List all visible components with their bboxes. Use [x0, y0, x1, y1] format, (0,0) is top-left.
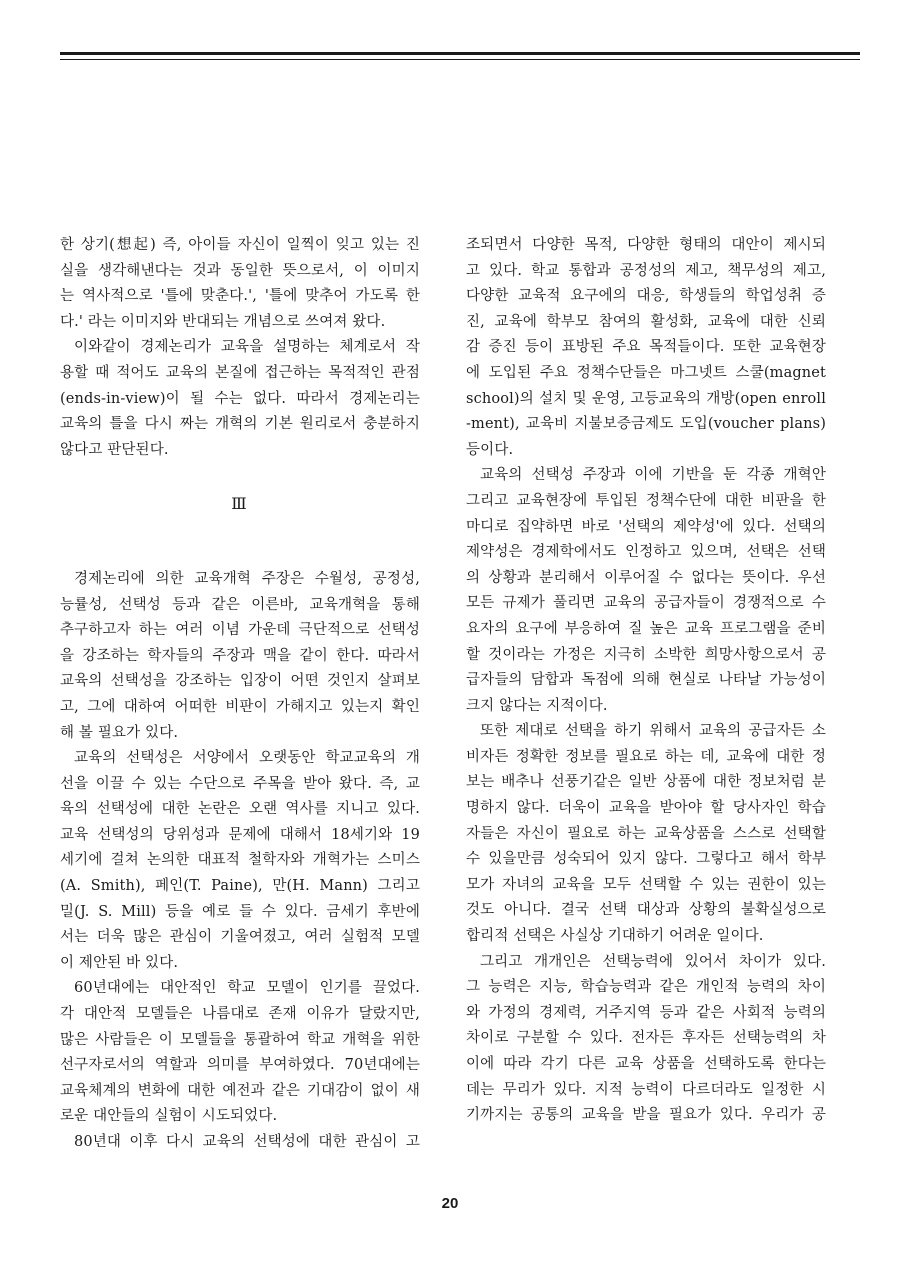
text-line: 경제논리에 의한 교육개혁 주장은 수월성, 공정성, — [74, 570, 420, 587]
text-line: 선을 이끌 수 있는 수단으로 주목을 받아 왔다. 즉, 교 — [60, 775, 420, 792]
text-line: 의 상황과 분리해서 이루어질 수 없다는 뜻이다. 우선 — [466, 569, 826, 586]
text-line: 다.' 라는 이미지와 반대되는 개념으로 쓰여져 왔다. — [60, 313, 386, 330]
text-line: 이와같이 경제논리가 교육을 설명하는 체계로서 작 — [74, 339, 420, 356]
text-line: 에 도입된 주요 정책수단들은 마그넷트 스쿨(magnet — [466, 364, 826, 381]
text-line: 육의 선택성에 대한 논란은 오랜 역사를 지니고 있다. — [60, 801, 420, 818]
text-line: 크지 않다는 지적이다. — [466, 697, 608, 714]
right-paragraph-4 — [466, 950, 826, 1129]
right-paragraph-3 — [466, 719, 826, 949]
right-paragraph-1 — [466, 233, 826, 463]
text-line: 세기에 걸쳐 논의한 대표적 철학자와 개혁가는 스미스 — [60, 852, 420, 869]
left-paragraph-6 — [60, 1130, 420, 1156]
text-line: 급자들의 담합과 독점에 의해 현실로 나타날 가능성이 — [466, 672, 826, 689]
left-paragraph-1 — [60, 233, 420, 335]
left-paragraph-4 — [60, 746, 420, 976]
text-line: 그 능력은 지능, 학습능력과 같은 개인적 능력의 차이 — [466, 979, 826, 996]
text-line: 할 것이라는 가정은 지극히 소박한 희망사항으로서 공 — [466, 646, 826, 663]
header-rule-thin — [60, 59, 860, 60]
text-line: 로운 대안들의 실험이 시도되었다. — [60, 1108, 278, 1125]
text-line: 또한 제대로 선택을 하기 위해서 교육의 공급자든 소 — [480, 723, 826, 740]
text-line: 을 강조하는 학자들의 주장과 맥을 같이 한다. 따라서 — [60, 647, 420, 664]
text-line: 교육의 선택성 주장과 이에 기반을 둔 각종 개혁안 — [480, 467, 826, 484]
section-heading: Ⅲ — [231, 494, 249, 514]
text-line: 교육의 선택성을 강조하는 입장이 어떤 것인지 살펴보 — [60, 673, 420, 690]
text-line: 비자든 정확한 정보를 필요로 하는 데, 교육에 대한 정 — [466, 748, 826, 765]
text-line: 요자의 요구에 부응하여 질 높은 교육 프로그램을 준비 — [466, 620, 826, 637]
text-line: 마디로 집약하면 바로 '선택의 제약성'에 있다. 선택의 — [466, 518, 826, 535]
text-line: 기까지는 공통의 교육을 받을 필요가 있다. 우리가 공 — [466, 1107, 826, 1124]
page-number: 20 — [441, 1195, 459, 1212]
text-line: 해 볼 필요가 있다. — [60, 724, 179, 741]
text-line: 밀(J. S. Mill) 등을 예로 들 수 있다. 금세기 후반에 — [60, 903, 420, 920]
text-line: 이에 따라 각기 다른 교육 상품을 선택하도록 한다는 — [466, 1056, 826, 1072]
left-paragraph-2 — [60, 335, 420, 463]
text-line: 데는 무리가 있다. 지적 능력이 다르더라도 일정한 시 — [466, 1081, 826, 1098]
text-line: 이 제안된 바 있다. — [60, 954, 179, 971]
text-line: 고, 그에 대하여 어떠한 비판이 가해지고 있는지 확인 — [60, 698, 420, 715]
text-line: 교육의 틀을 다시 짜는 개혁의 기본 원리로서 충분하지 — [60, 416, 420, 433]
left-paragraph-3 — [60, 567, 420, 746]
text-line: 모든 규제가 풀리면 교육의 공급자들이 경쟁적으로 수 — [466, 595, 826, 612]
right-paragraph-2 — [466, 463, 826, 719]
left-column — [60, 233, 420, 1156]
text-line: 등이다. — [466, 441, 514, 458]
text-line: 다양한 교육적 요구에의 대응, 학생들의 학업성취 증 — [466, 288, 826, 305]
text-line: 80년대 이후 다시 교육의 선택성에 대한 관심이 고 — [74, 1134, 420, 1150]
text-line: 선구자로서의 역할과 의미를 부여하였다. 70년대에는 — [60, 1057, 420, 1074]
text-line: 많은 사람들은 이 모델들을 통괄하여 학교 개혁을 위한 — [60, 1031, 420, 1048]
text-line: 와 가정의 경제력, 거주지역 등과 같은 사회적 능력의 — [466, 1004, 826, 1021]
text-line: 한 상기(想起) 즉, 아이들 자신이 일찍이 잊고 있는 진 — [60, 237, 420, 253]
text-line: 것도 아니다. 결국 선택 대상과 상황의 불확실성으로 — [466, 902, 826, 919]
header-rule-thick — [60, 52, 860, 55]
left-paragraph-5 — [60, 976, 420, 1130]
text-line: 용할 때 적어도 교육의 본질에 접근하는 목적적인 관점 — [60, 364, 420, 381]
text-line: school)의 설치 및 운영, 고등교육의 개방(open enroll — [466, 390, 826, 407]
text-line: 추구하고자 하는 여러 이념 가운데 극단적으로 선택성 — [60, 622, 420, 639]
text-line: (ends-in-view)이 될 수는 없다. 따라서 경제논리는 — [60, 390, 420, 407]
right-column — [466, 233, 826, 1129]
text-line: 교육체계의 변화에 대한 예전과 같은 기대감이 없이 새 — [60, 1082, 420, 1099]
text-line: (A. Smith), 페인(T. Paine), 만(H. Mann) 그리고 — [60, 878, 420, 895]
text-line: 교육 선택성의 당위성과 문제에 대해서 18세기와 19 — [60, 826, 420, 843]
text-line: 는 역사적으로 '틀에 맞춘다.', '틀에 맞추어 가도록 한 — [60, 288, 420, 305]
text-line: 제약성은 경제학에서도 인정하고 있으며, 선택은 선택 — [466, 544, 826, 561]
text-line: 모가 자녀의 교육을 모두 선택할 수 있는 권한이 있는 — [466, 876, 826, 893]
text-line: 보는 배추나 선풍기같은 일반 상품에 대한 정보처럼 분 — [466, 774, 826, 791]
text-line: 감 증진 등이 표방된 주요 목적들이다. 또한 교육현장 — [466, 339, 826, 356]
text-line: 조되면서 다양한 목적, 다양한 형태의 대안이 제시되 — [466, 237, 826, 253]
text-line: 진, 교육에 학부모 참여의 활성화, 교육에 대한 신뢰 — [466, 313, 826, 330]
text-line: 명하지 않다. 더욱이 교육을 받아야 할 당사자인 학습 — [466, 800, 826, 817]
text-line: 차이로 구분할 수 있다. 전자든 후자든 선택능력의 차 — [466, 1030, 826, 1047]
text-line: -ment), 교육비 지불보증금제도 도입(voucher plans) — [466, 416, 826, 433]
text-line: 그리고 개개인은 선택능력에 있어서 차이가 있다. — [480, 953, 826, 970]
text-line: 수 있을만큼 성숙되어 있지 않다. 그렇다고 해서 학부 — [466, 851, 826, 868]
text-line: 능률성, 선택성 등과 같은 이른바, 교육개혁을 통해 — [60, 596, 420, 613]
text-line: 고 있다. 학교 통합과 공정성의 제고, 책무성의 제고, — [466, 262, 826, 279]
text-line: 않다고 판단된다. — [60, 441, 169, 458]
text-line: 그리고 교육현장에 투입된 정책수단에 대한 비판을 한 — [466, 492, 826, 509]
text-line: 실을 생각해낸다는 것과 동일한 뜻으로서, 이 이미지 — [60, 262, 420, 279]
text-line: 자들은 자신이 필요로 하는 교육상품을 스스로 선택할 — [466, 825, 826, 842]
text-line: 60년대에는 대안적인 학교 모델이 인기를 끌었다. — [74, 980, 420, 997]
text-line: 교육의 선택성은 서양에서 오랫동안 학교교육의 개 — [74, 750, 420, 767]
text-line: 각 대안적 모델들은 나름대로 존재 이유가 달랐지만, — [60, 1006, 420, 1023]
text-line: 합리적 선택은 사실상 기대하기 어려운 일이다. — [466, 928, 764, 945]
text-line: 서는 더욱 많은 관심이 기울여졌고, 여러 실험적 모델 — [60, 929, 420, 946]
